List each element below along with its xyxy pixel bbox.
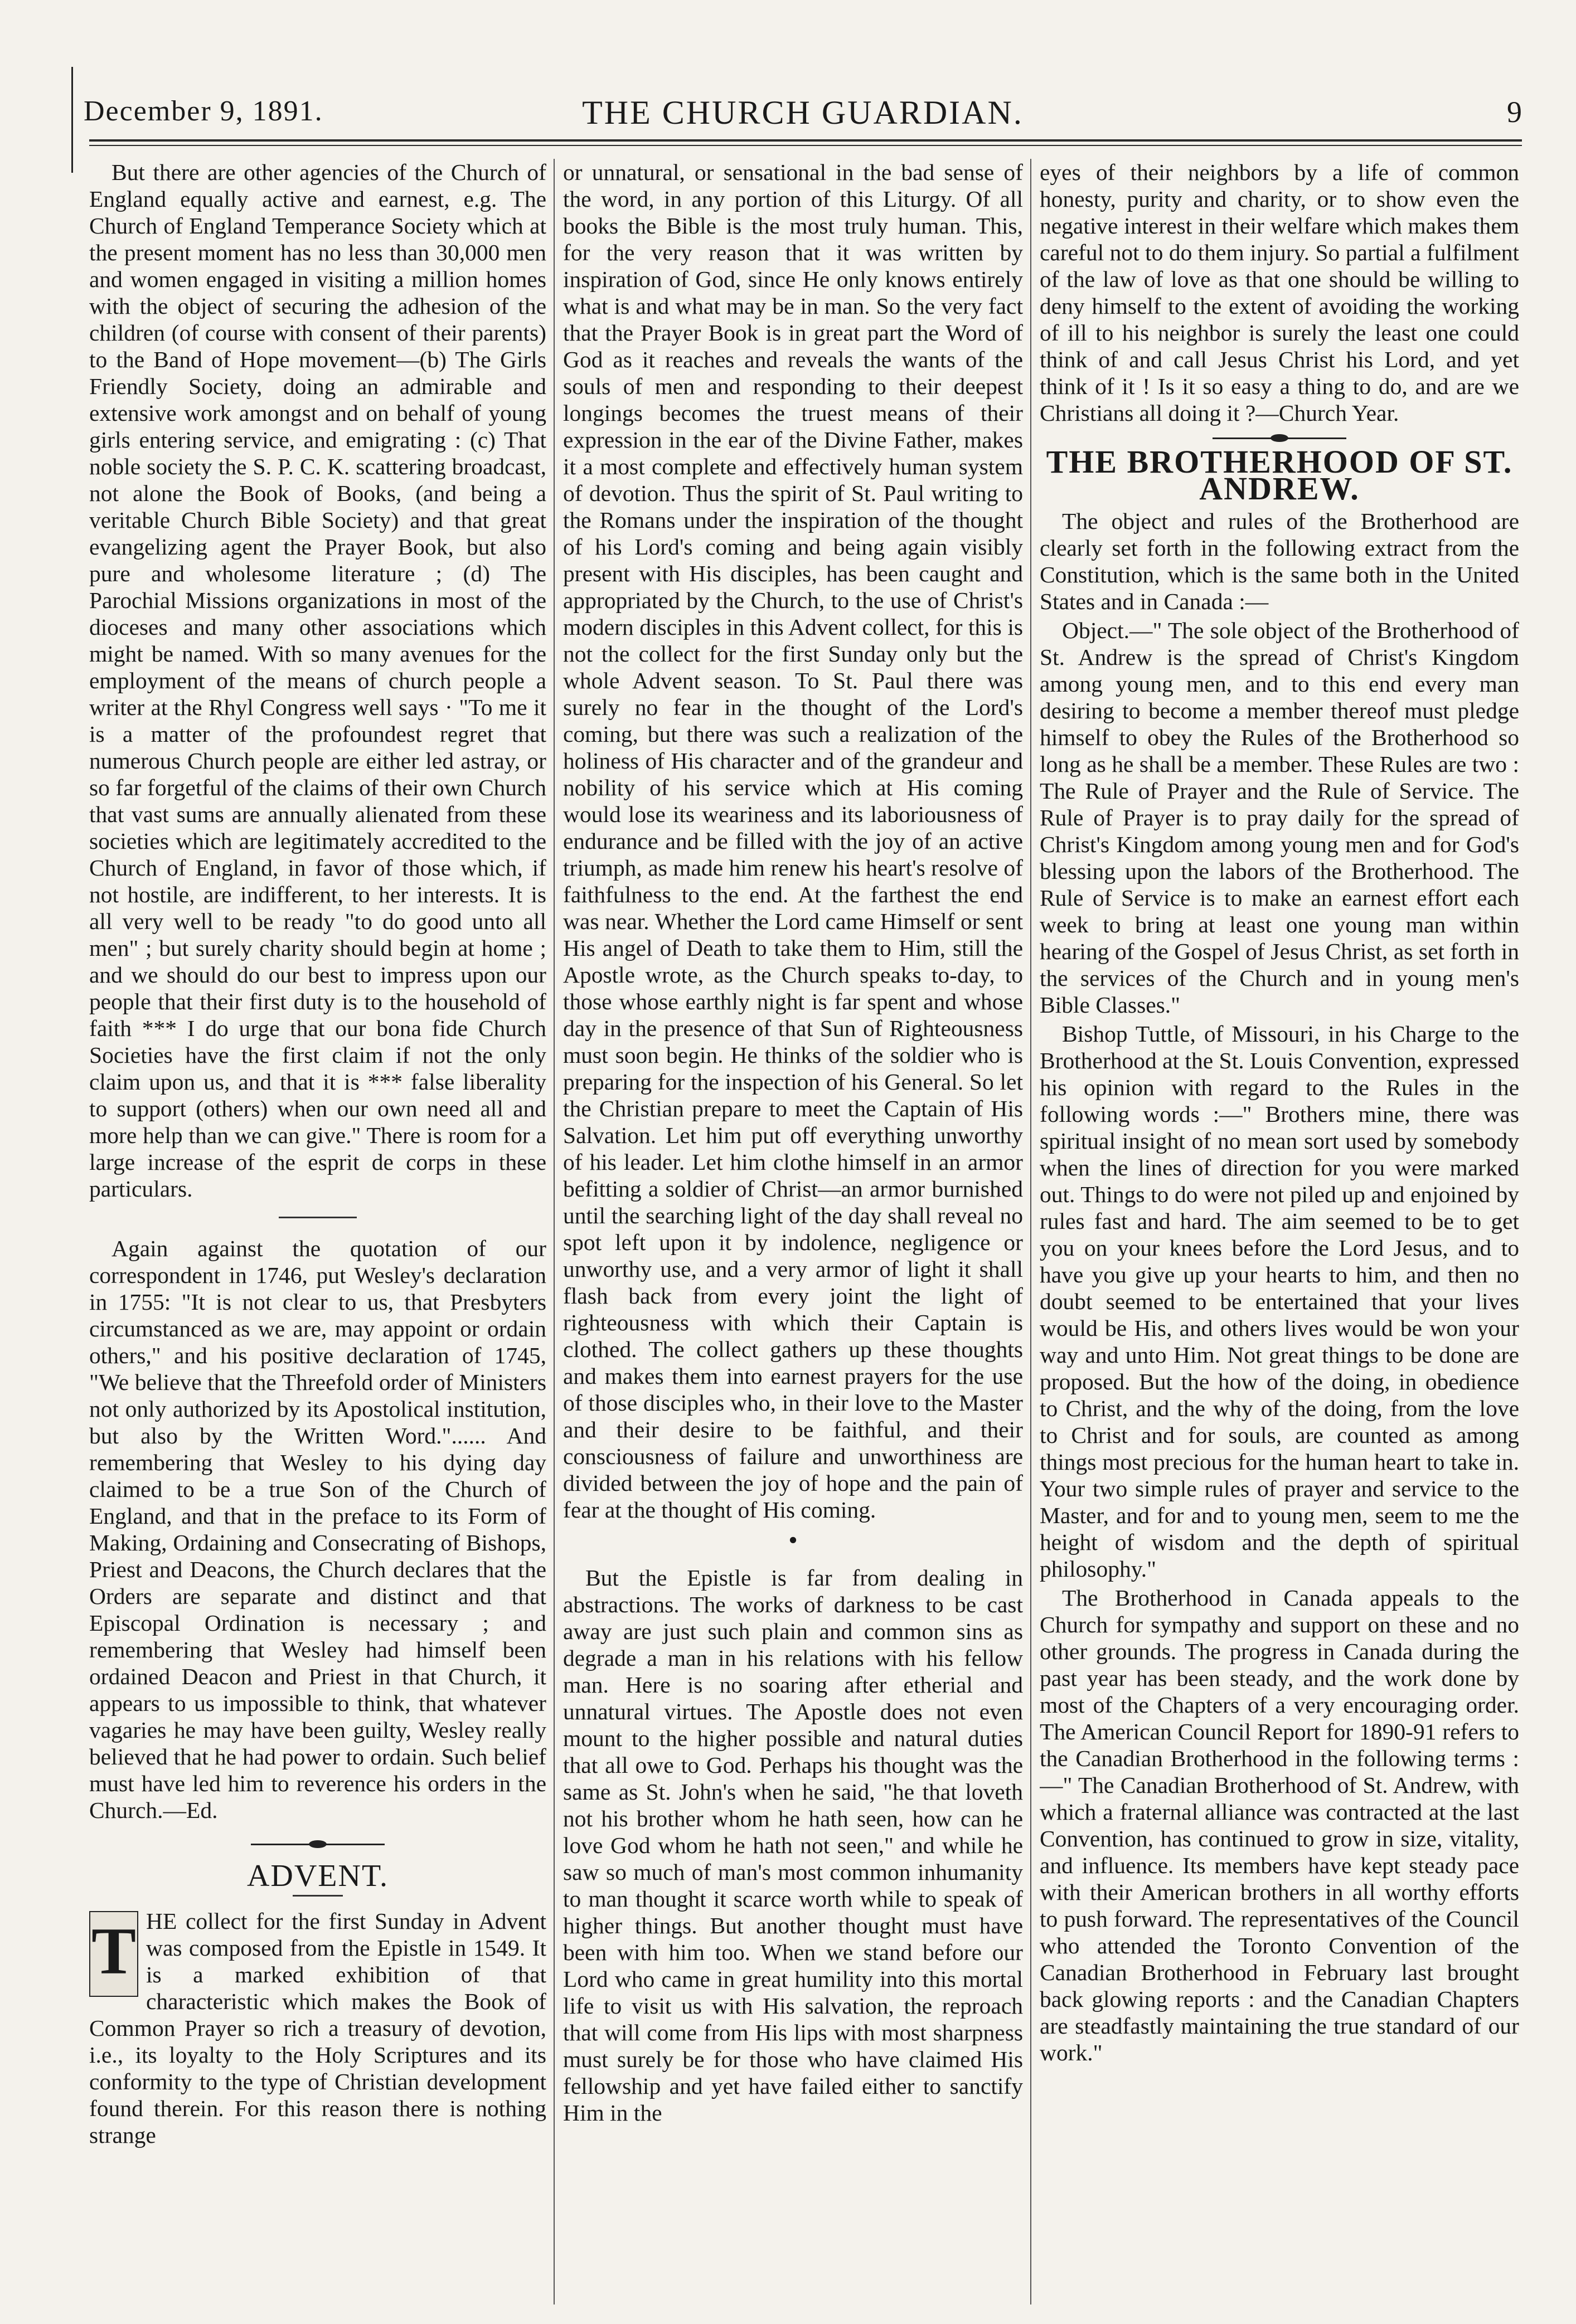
column-1 [89, 159, 546, 2310]
ornament-divider [1213, 434, 1346, 442]
column-3 [1040, 159, 1519, 2310]
section-divider [279, 1217, 357, 1218]
column-rule-1 [554, 159, 555, 2304]
article-paragraph: But there are other agencies of the Church of England equally active and earnest, e.g. The Church of England Temperance Society which at the present moment has no less than 30,000 men and women engaged in visiting a million homes with the object of securing the adhesion of the children (of course with consent of their parents) to the Band of Hope movement—(b) The Girls Friendly Society, doing an admirable and extensive work amongst and on behalf of young girls entering service, and emigrating : (c) That noble society the S. P. C. K. scattering broadcast, not alone the Book of Books, (and being a veritable Church Bible Society) and that great evangelizing agent the Prayer Book, but also pure and wholesome literature ; (d) The Parochial Missions organizations in most of the dioceses and many other associations which might be named. With so many avenues for the employment of the means of church people a writer at the Rhyl Congress well says · "To me it is a matter of the profoundest regret that numerous Church people are either led astray, or so far forgetful of the claims of their own Church that vast sums are annually alienated from these societies which are legitimately accredited to the Church of England, in favor of those which, if not hostile, are indifferent, to her interests. It is all very well to be ready "to do good unto all men" ; but surely charity should begin at home ; and we should do our best to impress upon our people that their first duty is to the household of faith *** I do urge that our bona fide Church Societies have the first claim if not the only claim upon us, and that it is *** false liberality to support (others) when our own need all and more help than we can give." There is room for a large increase of the esprit de corps in these particulars. [89, 159, 546, 1202]
heading-underline [293, 1895, 343, 1897]
column-2 [563, 159, 1023, 2310]
article-paragraph: Again against the quotation of our correspondent in 1746, put Wesley's declaration in 1755: "It is not clear to us, that Presbyters circumstanced as we are, may appoint or ordain others," and his positive declaration of 1745, "We believe that the Threefold order of Ministers not only authorized by its Apostolical institution, but also by the Written Word."...... And remembering that Wesley to his dying day claimed to be a true Son of the Church of England, and that in the preface to its Form of Making, Ordaining and Consecrating of Bishops, Priest and Deacons, the Church declares that the Orders are separate and distinct and that Episcopal Ordination is necessary ; and remembering that Wesley had himself been ordained Deacon and Priest in that Church, it appears to us impossible to think, that whatever vagaries he may have been guilty, Wesley really believed that he had power to ordain. Such belief must have led him to reverence his orders in the Church.—Ed. [89, 1236, 546, 1823]
article-paragraph: or unnatural, or sensational in the bad sense of the word, in any portion of this Liturgy. Of all books the Bible is the most truly human. This, for the very reason that it was written by inspiration of God, since He only knows entirely what is and what may be in man. So the very fact that the Prayer Book is in great part the Word of God as it reaches and reveals the wants of the souls of men and responding to their deepest longings becomes the truest means of their expression in the ear of the Divine Father, makes it a most complete and effectively human system of devotion. Thus the spirit of St. Paul writing to the Romans under the inspiration of the thought of his Lord's coming and being again visibly present with His disciples, has been caught and appropriated by the Church, to the use of Christ's modern disciples in this Advent collect, for this is not the collect for the first Sunday only but the whole Advent season. To St. Paul there was surely no fear in the thought of the Lord's coming, but there was such a realization of the holiness of His character and of the grandeur and nobility of his service which at His coming would lose its weariness and its laboriousness of endurance and be filled with the joy of an active triumph, as made him renew his heart's resolve of faithfulness to the end. At the farthest the end was near. Whether the Lord came Himself or sent His angel of Death to take them to Him, still the Apostle wrote, as the Church speaks to-day, to those whose earthly night is far spent and whose day in the presence of that Sun of Righteousness must soon begin. He thinks of the soldier who is preparing for the inspection of his General. So let the Christian prepare to meet the Captain of His Salvation. Let him put off everything unworthy of his leader. Let him clothe himself in an armor befitting a soldier of Christ—an armor burnished until the searching light of the day shall reveal no spot left upon it by indolence, negligence or unworthy use, and a very armor of light it shall flash back from every joint the light of righteousness with which their Captain is clothed. The collect gathers up these thoughts and makes them into earnest prayers for the use of those disciples who, in their love to the Master and their desire to be faithful, and their consciousness of failure and unworthiness are divided between the joy of hope and the pain of fear at the thought of His coming. [563, 159, 1023, 1523]
drop-cap: T [89, 1911, 138, 1997]
page-header [84, 84, 1522, 134]
advent-article [89, 1908, 546, 2148]
header-title: THE CHURCH GUARDIAN. [582, 94, 1024, 131]
page-number: 9 [1507, 95, 1522, 129]
margin-line [71, 67, 73, 173]
paragraph-separator: • [789, 1527, 797, 1553]
header-rule-thin [89, 145, 1522, 146]
brotherhood-heading: THE BROTHERHOOD OF ST. ANDREW. [1046, 444, 1513, 507]
article-paragraph: Bishop Tuttle, of Missouri, in his Charge to the Brotherhood at the St. Louis Convention, expressed his opinion with regard to the Rules in the following words :—" Brothers mine, there was spiritual insight of no mean sort used by somebody when the lines of direction for you were marked out. Things to do were not piled up and enjoined by rules fast and hard. The aim seemed to be to get you on your knees before the Lord Jesus, and to have you give up your hearts to him, and then no doubt seemed to be entertained that your lives would be His, and others lives would be won your way and unto Him. Not great things to be done are proposed. But the how of the doing, in obedience to Christ, and the why of the doing, from the love to Christ and for souls, are counted as among things most precious for the human heart to take in. Your two simple rules of prayer and service to the Master, and for and to young men, seem to me the height of wisdom and the depth of spiritual philosophy." [1040, 1021, 1519, 1582]
article-paragraph: eyes of their neighbors by a life of common honesty, purity and charity, or to show even the negative interest in their welfare which makes them careful not to do them injury. So partial a fulfilment of the law of love as that one should be willing to deny himself to the extent of avoiding the working of ill to his neighbor is surely the least one could think of and call Jesus Christ his Lord, and yet think of it ! Is it so easy a thing to do, and are we Christians all doing it ?—Church Year. [1040, 159, 1519, 426]
article-paragraph: HE collect for the first Sunday in Advent was composed from the Epistle in 1549. It is a marked exhibition of that characteristic which makes the Book of Common Prayer so rich a treasury of devotion, i.e., its loyalty to the Holy Scriptures and its conformity to the type of Christian development found therein. For this reason there is nothing strange [89, 1908, 546, 2148]
ornament-divider [251, 1840, 385, 1848]
advent-heading: ADVENT. [246, 1859, 389, 1893]
article-paragraph: Object.—" The sole object of the Brotherhood of St. Andrew is the spread of Christ's Kingdom among young men, and to this end every man desiring to become a member thereof must pledge himself to obey the Rules of the Brotherhood so long as he shall be a member. These Rules are two : The Rule of Prayer and the Rule of Service. The Rule of Prayer is to pray daily for the spread of Christ's Kingdom among young men and for God's blessing upon the labors of the Brotherhood. The Rule of Service is to make an earnest effort each week to bring at least one young man within hearing of the Gospel of Jesus Christ, as set forth in the services of the Church and in young men's Bible Classes." [1040, 618, 1519, 1018]
article-paragraph: The Brotherhood in Canada appeals to the Church for sympathy and support on these and no other grounds. The progress in Canada during the past year has been steady, and the work done by most of the Chapters of a very encouraging order. The American Council Report for 1890-91 refers to the Canadian Brotherhood in the following terms :—" The Canadian Brotherhood of St. Andrew, with which a fraternal alliance was contracted at the last Convention, has continued to grow in size, vitality, and influence. Its members have kept steady pace with their American brothers in all worthy efforts to push forward. The representatives of the Council who attended the Toronto Convention of the Canadian Brotherhood in February last brought back glowing reports : and the Canadian Chapters are steadfastly maintaining the true standard of our work." [1040, 1585, 1519, 2065]
header-date: December 9, 1891. [84, 95, 323, 127]
column-rule-2 [1030, 159, 1031, 2304]
article-paragraph: The object and rules of the Brotherhood are clearly set forth in the following extract from the Constitution, which is the same both in the United States and in Canada :— [1040, 508, 1519, 614]
header-rule [89, 139, 1522, 142]
article-paragraph: But the Epistle is far from dealing in abstractions. The works of darkness to be cast away are just such plain and common sins as degrade a man in his relations with his fellow man. Here is no soaring after etherial and unnatural virtues. The Apostle does not even mount to the higher possible and natural duties that all owe to God. Perhaps his thought was the same as St. John's when he said, "he that loveth not his brother whom he hath seen, how can he love God whom he hath not seen," and while he saw so much of man's most common inhumanity to man thought it scarce worth while to speak of higher things. But another thought must have been with him too. When we stand before our Lord who came in great humility into this mortal life to visit us with His salvation, the reproach that will come from His lips with most sharpness must surely be for those who have claimed His fellowship and yet have failed either to sanctify Him in the [563, 1565, 1023, 2126]
